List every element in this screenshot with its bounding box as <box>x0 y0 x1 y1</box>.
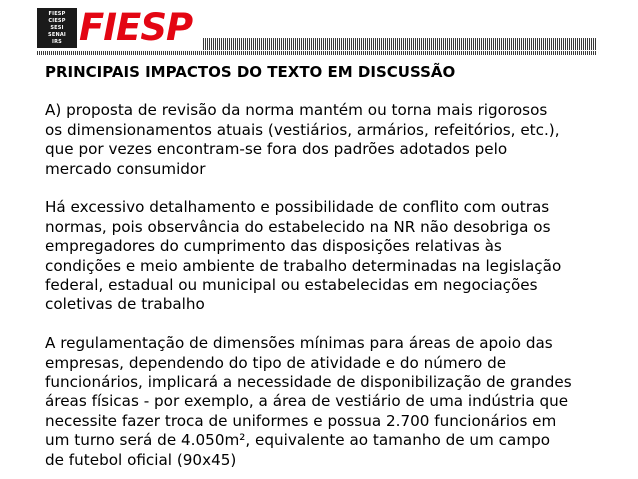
text-line: A) proposta de revisão da norma mantém ou torna mais rigorosos <box>45 101 548 120</box>
text-line: empregadores do cumprimento das disposições relativas às <box>45 237 502 256</box>
fiesp-logo-wordmark: FIESP <box>79 6 193 49</box>
paragraph-a <box>45 101 610 179</box>
logo-line: SENAI <box>48 32 66 38</box>
header-decorative-bars <box>203 38 596 50</box>
text-line: coletivas de trabalho <box>45 295 205 314</box>
logo-line: IRS <box>52 39 62 45</box>
text-line: mercado consumidor <box>45 159 206 178</box>
text-line: áreas físicas - por exemplo, a área de vestiário de uma indústria que <box>45 392 569 411</box>
text-line: A regulamentação de dimensões mínimas para áreas de apoio das <box>45 334 553 353</box>
text-line: necessite fazer troca de uniformes e possua 2.700 funcionários em <box>45 411 557 430</box>
fiesp-group-logo <box>37 8 77 48</box>
paragraph-detalhamento <box>45 198 610 314</box>
text-line: os dimensionamentos atuais (vestiários, armários, refeitórios, etc.), <box>45 120 560 139</box>
slide-content <box>45 63 610 470</box>
text-line: federal, estadual ou municipal ou estabelecidas em negociações <box>45 276 538 295</box>
text-line: Há excessivo detalhamento e possibilidade de conflito com outras <box>45 198 550 217</box>
text-line: um turno será de 4.050m², equivalente ao tamanho de um campo <box>45 431 551 450</box>
header-rule <box>37 51 596 55</box>
text-line: empresas, dependendo do tipo de atividade e do número de <box>45 353 507 372</box>
logo-line: FIESP <box>48 11 66 17</box>
header <box>0 0 638 60</box>
paragraph-regulamentacao <box>45 334 610 470</box>
logo-line: SESI <box>50 25 64 31</box>
text-line: que por vezes encontram-se fora dos padrões adotados pelo <box>45 140 508 159</box>
text-line: de futebol oficial (90x45) <box>45 450 237 469</box>
text-line: funcionários, implicará a necessidade de disponibilização de grandes <box>45 373 572 392</box>
text-line: normas, pois observância do estabelecido na NR não desobriga os <box>45 217 551 236</box>
text-line: condições e meio ambiente de trabalho determinadas na legislação <box>45 256 562 275</box>
logo-line: CIESP <box>48 18 66 24</box>
page-title: PRINCIPAIS IMPACTOS DO TEXTO EM DISCUSSÃO <box>45 63 456 81</box>
